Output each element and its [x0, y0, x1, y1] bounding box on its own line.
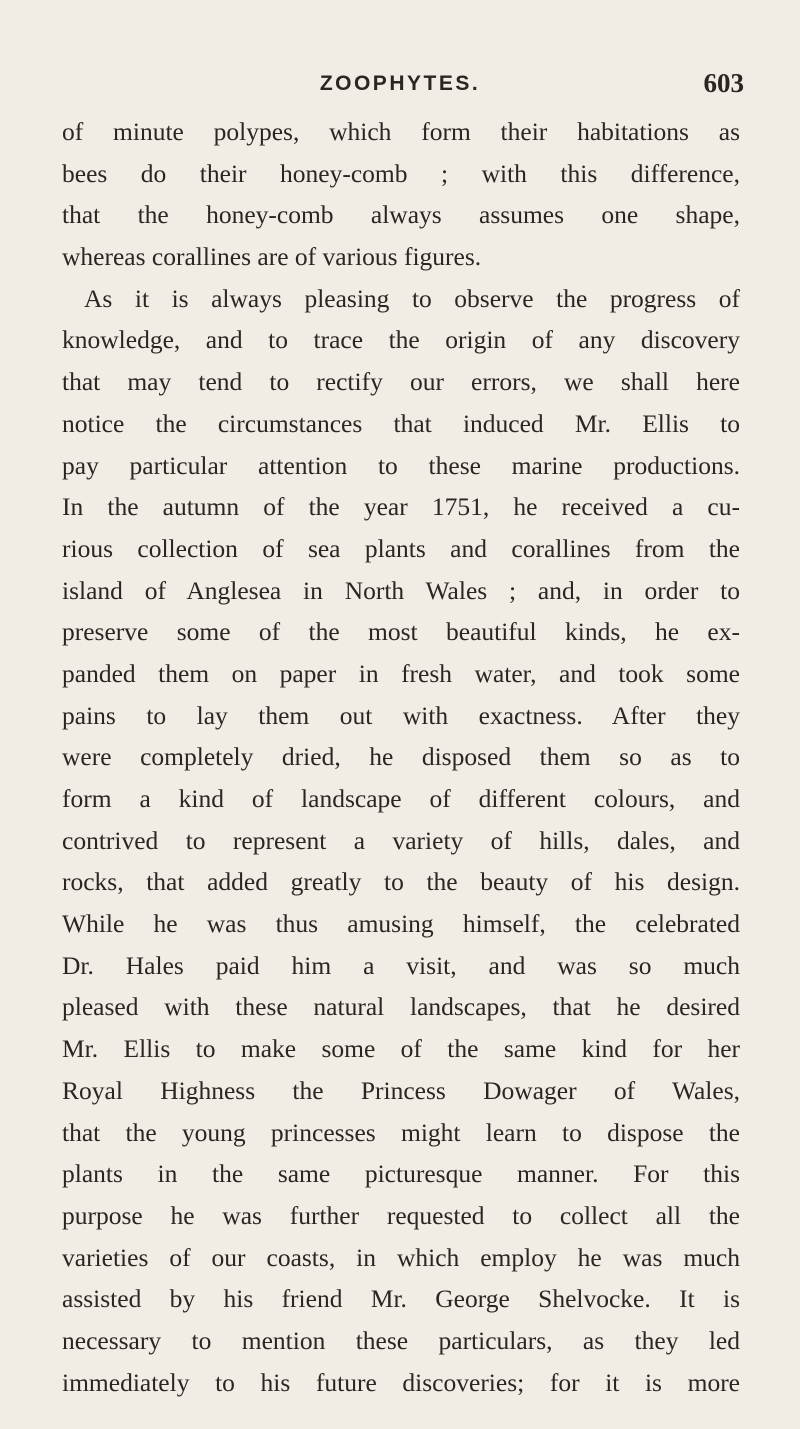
text-line: rocks, that added greatly to the beauty of his design.	[62, 867, 740, 897]
text-line: of minute polypes, which form their habitations as	[62, 117, 740, 146]
text-line: that the honey-comb always assumes one shape,	[62, 200, 740, 230]
text-line: were completely dried, he disposed them so as to	[62, 742, 740, 772]
text-line: whereas corallines are of various figures.	[62, 242, 482, 272]
text-line: Dr. Hales paid him a visit, and was so much	[62, 950, 740, 980]
text-line: form a kind of landscape of different colours, and	[62, 784, 740, 813]
text-line: Royal Highness the Princess Dowager of Wales,	[62, 1075, 740, 1105]
text-line: varieties of our coasts, in which employ he was much	[62, 1242, 740, 1272]
text-line: While he was thus amusing himself, the celebrated	[62, 909, 740, 939]
running-head	[60, 68, 744, 104]
page-number: 603	[703, 68, 744, 98]
text-line: preserve some of the most beautiful kinds, he ex-	[62, 617, 740, 647]
paragraph-first-line: As it is always pleasing to observe the progress of	[84, 283, 740, 313]
text-line: that may tend to rectify our errors, we shall here	[62, 367, 740, 397]
text-line: Mr. Ellis to make some of the same kind for her	[62, 1034, 740, 1064]
text-line: necessary to mention these particulars, as they led	[62, 1325, 740, 1355]
text-line: pains to lay them out with exactness. After they	[62, 700, 740, 730]
text-line: panded them on paper in fresh water, and took some	[62, 658, 740, 688]
text-line: pleased with these natural landscapes, that he desired	[62, 992, 740, 1022]
text-line: that the young princesses might learn to dispose the	[62, 1117, 740, 1147]
text-line: rious collection of sea plants and corallines from the	[62, 533, 740, 563]
body-text	[62, 111, 740, 1403]
text-line: purpose he was further requested to collect all the	[62, 1200, 740, 1230]
text-line: contrived to represent a variety of hills, dales, and	[62, 825, 740, 855]
text-line: knowledge, and to trace the origin of any discovery	[62, 325, 740, 355]
text-line: notice the circumstances that induced Mr. Ellis to	[62, 408, 740, 438]
running-title: ZOOPHYTES.	[319, 72, 481, 95]
text-line: island of Anglesea in North Wales ; and, in order to	[62, 575, 740, 605]
text-line: plants in the same picturesque manner. For this	[62, 1159, 740, 1189]
text-line: pay particular attention to these marine productions.	[62, 450, 740, 480]
text-line: assisted by his friend Mr. George Shelvocke. It is	[62, 1284, 740, 1314]
text-line: immediately to his future discoveries; for it is more	[62, 1367, 740, 1397]
text-line: In the autumn of the year 1751, he received a cu-	[62, 492, 740, 522]
text-line: bees do their honey-comb ; with this difference,	[62, 158, 740, 188]
